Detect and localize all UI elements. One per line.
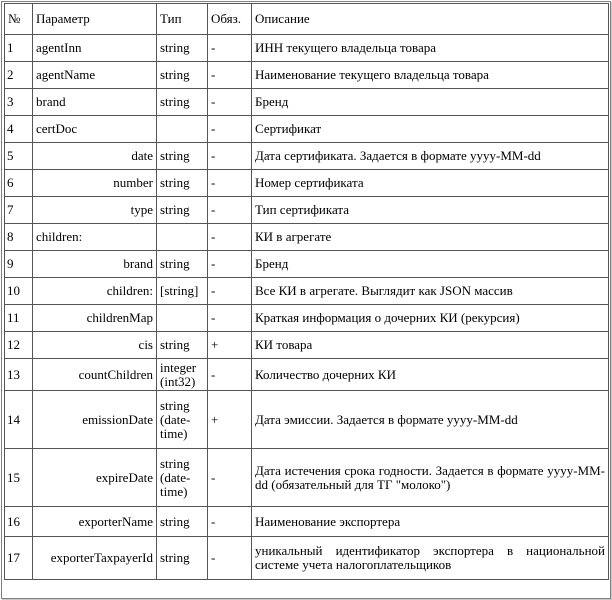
cell-number: 14: [5, 391, 33, 449]
cell-description: Количество дочерних КИ: [252, 359, 609, 391]
table-header-row: [5, 4, 609, 35]
header-description: Описание: [252, 4, 609, 35]
cell-type: string: [157, 197, 208, 224]
cell-parameter: exporterTaxpayerId: [33, 537, 157, 580]
cell-number: 11: [5, 305, 33, 332]
cell-description: Наименование текущего владельца товара: [252, 62, 609, 89]
cell-parameter: countChildren: [33, 359, 157, 391]
cell-description: Краткая информация о дочерних КИ (рекурсия): [252, 305, 609, 332]
cell-required: +: [208, 391, 252, 449]
cell-number: 7: [5, 197, 33, 224]
cell-required: -: [208, 35, 252, 62]
cell-required: -: [208, 359, 252, 391]
cell-type: [157, 224, 208, 251]
cell-number: 9: [5, 251, 33, 278]
cell-description: КИ в агрегате: [252, 224, 609, 251]
cell-number: 3: [5, 89, 33, 116]
parameters-table: [4, 3, 609, 580]
cell-parameter: date: [33, 143, 157, 170]
cell-type: string: [157, 62, 208, 89]
table-row: [5, 507, 609, 537]
cell-required: -: [208, 449, 252, 507]
table-row: [5, 359, 609, 391]
cell-parameter: agentName: [33, 62, 157, 89]
cell-description: Дата истечения срока годности. Задается в формате yyyy-MM-dd (обязательный для ТГ "молоко"): [252, 449, 609, 507]
cell-parameter: brand: [33, 251, 157, 278]
cell-required: -: [208, 62, 252, 89]
cell-type: string: [157, 143, 208, 170]
cell-type: string: [157, 332, 208, 359]
cell-description: Бренд: [252, 251, 609, 278]
cell-required: -: [208, 116, 252, 143]
cell-type: string: [157, 170, 208, 197]
cell-description: уникальный идентификатор экспортера в национальной системе учета налогоплательщиков: [252, 537, 609, 580]
cell-description: Тип сертификата: [252, 197, 609, 224]
cell-description: Дата эмиссии. Задается в формате yyyy-MM-dd: [252, 391, 609, 449]
table-row: [5, 537, 609, 580]
table-row: [5, 391, 609, 449]
cell-number: 17: [5, 537, 33, 580]
cell-type: integer (int32): [157, 359, 208, 391]
cell-number: 13: [5, 359, 33, 391]
cell-parameter: children:: [33, 278, 157, 305]
header-required: Обяз.: [208, 4, 252, 35]
cell-parameter: emissionDate: [33, 391, 157, 449]
cell-description: Все КИ в агрегате. Выглядит как JSON массив: [252, 278, 609, 305]
cell-required: -: [208, 537, 252, 580]
cell-parameter: number: [33, 170, 157, 197]
cell-type: string: [157, 251, 208, 278]
table-row: [5, 251, 609, 278]
cell-parameter: agentInn: [33, 35, 157, 62]
cell-description: ИНН текущего владельца товара: [252, 35, 609, 62]
cell-number: 6: [5, 170, 33, 197]
cell-description: Сертификат: [252, 116, 609, 143]
cell-parameter: brand: [33, 89, 157, 116]
cell-type: string: [157, 537, 208, 580]
cell-required: -: [208, 278, 252, 305]
cell-type: string: [157, 35, 208, 62]
cell-required: +: [208, 332, 252, 359]
header-type: Тип: [157, 4, 208, 35]
cell-required: -: [208, 197, 252, 224]
document-page: [1, 1, 611, 599]
cell-number: 16: [5, 507, 33, 537]
table-row: [5, 332, 609, 359]
cell-type: string: [157, 507, 208, 537]
cell-description: Номер сертификата: [252, 170, 609, 197]
table-row: [5, 89, 609, 116]
cell-required: -: [208, 143, 252, 170]
cell-required: -: [208, 507, 252, 537]
cell-type: [157, 116, 208, 143]
cell-number: 2: [5, 62, 33, 89]
cell-description: Бренд: [252, 89, 609, 116]
cell-parameter: children:: [33, 224, 157, 251]
cell-type: string (date-time): [157, 449, 208, 507]
header-number: №: [5, 4, 33, 35]
cell-number: 8: [5, 224, 33, 251]
cell-type: [string]: [157, 278, 208, 305]
cell-description: КИ товара: [252, 332, 609, 359]
cell-required: -: [208, 170, 252, 197]
cell-description: Наименование экспортера: [252, 507, 609, 537]
header-parameter: Параметр: [33, 4, 157, 35]
cell-number: 1: [5, 35, 33, 62]
table-row: [5, 224, 609, 251]
cell-required: -: [208, 224, 252, 251]
table-row: [5, 62, 609, 89]
cell-parameter: type: [33, 197, 157, 224]
table-row: [5, 449, 609, 507]
cell-parameter: certDoc: [33, 116, 157, 143]
cell-required: -: [208, 305, 252, 332]
cell-parameter: expireDate: [33, 449, 157, 507]
cell-required: -: [208, 251, 252, 278]
cell-parameter: childrenMap: [33, 305, 157, 332]
cell-number: 10: [5, 278, 33, 305]
table-row: [5, 278, 609, 305]
table-row: [5, 116, 609, 143]
cell-number: 12: [5, 332, 33, 359]
cell-type: string (date-time): [157, 391, 208, 449]
cell-description: Дата сертификата. Задается в формате yyyy-MM-dd: [252, 143, 609, 170]
cell-parameter: cis: [33, 332, 157, 359]
table-row: [5, 170, 609, 197]
cell-number: 15: [5, 449, 33, 507]
cell-number: 4: [5, 116, 33, 143]
table-row: [5, 143, 609, 170]
cell-type: string: [157, 89, 208, 116]
cell-required: -: [208, 89, 252, 116]
cell-type: [157, 305, 208, 332]
table-row: [5, 305, 609, 332]
cell-number: 5: [5, 143, 33, 170]
cell-parameter: exporterName: [33, 507, 157, 537]
table-row: [5, 197, 609, 224]
table-row: [5, 35, 609, 62]
